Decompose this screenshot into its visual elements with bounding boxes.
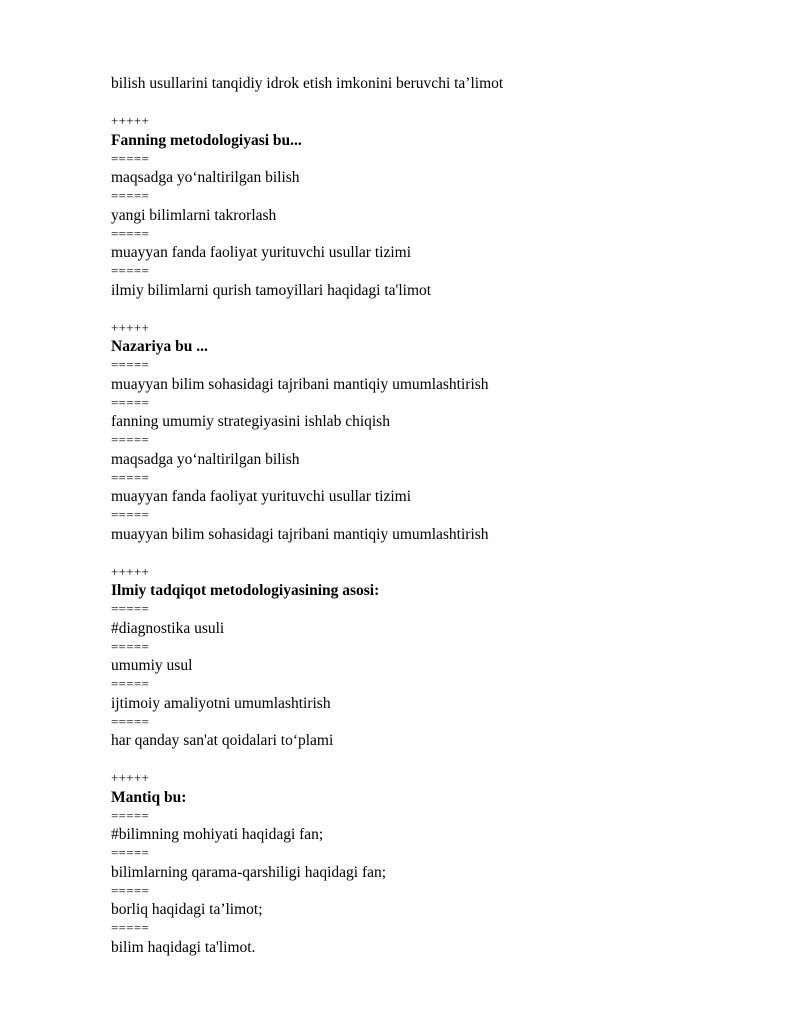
answer-separator: ===== (111, 469, 150, 485)
answer-option: har qanday san'at qoidalari to‘plami (111, 732, 334, 749)
spacer (111, 750, 771, 769)
answer-separator: ===== (111, 225, 150, 241)
question-text: Ilmiy tadqiqot metodologiyasining asosi: (111, 582, 380, 599)
answer-separator: ===== (111, 263, 150, 278)
answer-separator: ===== (111, 357, 150, 372)
answer-separator: ===== (111, 394, 150, 410)
answer-separator: ===== (111, 188, 150, 203)
answer-option: muayyan fanda faoliyat yurituvchi usullar tizimi (111, 488, 412, 505)
answer-separator: ===== (111, 713, 150, 729)
answer-option: bilimlarning qarama-qarshiligi haqidagi fan; (111, 863, 387, 881)
question-block-2 (111, 319, 771, 544)
question-marker: +++++ (111, 563, 150, 579)
answer-separator: ===== (111, 507, 150, 522)
answer-option: maqsadga yo‘naltirilgan bilish (111, 450, 300, 468)
answer-separator: ===== (111, 150, 150, 166)
question-block-4 (111, 769, 771, 957)
spacer (111, 300, 771, 319)
question-marker: +++++ (111, 319, 150, 335)
answer-separator: ===== (111, 920, 150, 935)
answer-option: yangi bilimlarni takrorlash (111, 206, 277, 224)
answer-option: maqsadga yo‘naltirilgan bilish (111, 169, 300, 186)
answer-option: borliq haqidagi ta’limot; (111, 901, 263, 918)
answer-separator: ===== (111, 432, 150, 447)
answer-option: #diagnostika usuli (111, 619, 225, 637)
document-page (111, 74, 771, 957)
answer-separator: ===== (111, 676, 150, 691)
question-text: Nazariya bu ... (111, 338, 208, 355)
answer-separator: ===== (111, 638, 150, 654)
spacer (111, 93, 771, 112)
question-block-1 (111, 112, 771, 300)
answer-separator: ===== (111, 601, 150, 616)
question-marker: +++++ (111, 770, 150, 785)
answer-separator: ===== (111, 845, 150, 860)
answer-option: muayyan bilim sohasidagi tajribani mantiqiy umumlashtirish (111, 375, 489, 393)
question-text: Fanning metodologiyasi bu... (111, 131, 302, 149)
question-text: Mantiq bu: (111, 788, 187, 806)
answer-separator: ===== (111, 807, 150, 823)
answer-option: muayyan fanda faoliyat yurituvchi usullar tizimi (111, 244, 412, 261)
answer-option: muayyan bilim sohasidagi tajribani mantiqiy umumlashtirish (111, 525, 489, 543)
answer-option: #bilimning mohiyati haqidagi fan; (111, 826, 324, 843)
answer-option: fanning umumiy strategiyasini ishlab chiqish (111, 413, 390, 430)
answer-option: umumiy usul (111, 657, 193, 674)
question-block-3 (111, 563, 771, 751)
answer-option: ilmiy bilimlarni qurish tamoyillari haqidagi ta'limot (111, 281, 432, 299)
intro-line: bilish usullarini tanqidiy idrok etish imkonini beruvchi ta’limot (111, 75, 504, 92)
spacer (111, 544, 771, 563)
answer-option: ijtimoiy amaliyotni umumlashtirish (111, 694, 331, 712)
answer-separator: ===== (111, 882, 150, 898)
question-marker: +++++ (111, 113, 150, 128)
answer-option: bilim haqidagi ta'limot. (111, 938, 256, 956)
